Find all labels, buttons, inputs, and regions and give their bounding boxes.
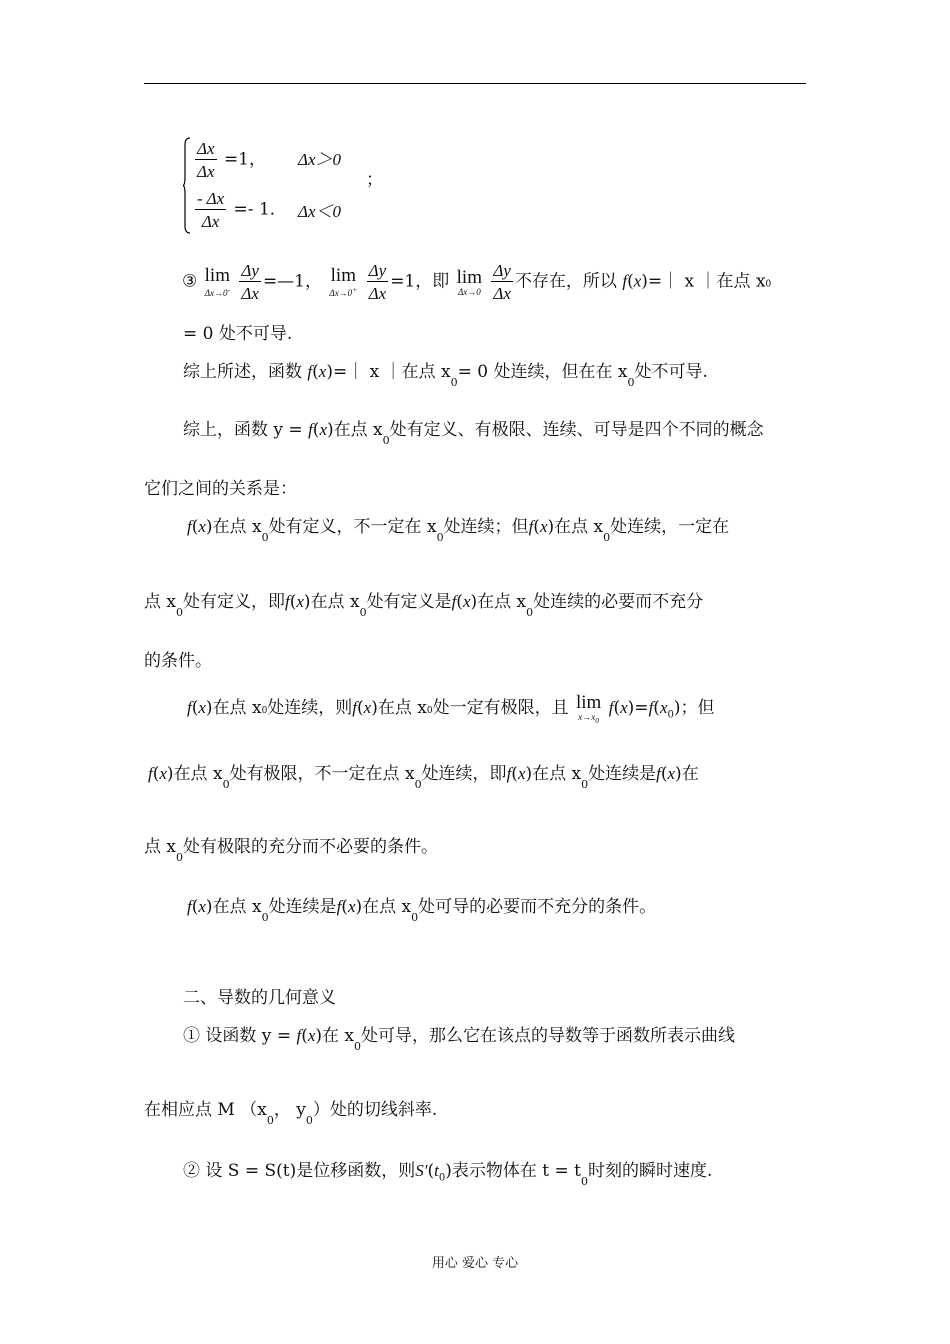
circled-3-marker: ③: [182, 271, 198, 292]
left-brace-icon: [183, 137, 191, 234]
section-heading: 二、导数的几何意义: [183, 988, 336, 1008]
summary-concepts: 综上，函数 y = f(x)在点 $x_0$处有定义、有极限、连续、可导是四个不同的概念: [183, 420, 764, 447]
limit-paragraph: ③ lim Δx→0- $\frac{\Delta y}{\Delta x}$ =—1， lim Δx→0+ $\frac{\Delta y}{\Delta x}$ =1，即 lim Δx→0 $\frac{\Delta y}{\Delta x}$ 不存在，所以 f(x)=｜ x ｜在点 x0: [182, 261, 772, 303]
piecewise-row-2: $\frac{- \Delta x}{\Delta x}$ =- 1．: [197, 189, 287, 231]
relation-definition-line1: f(x)在点 $x_0$处有定义，不一定在 $x_0$处连续；但f(x)在点 $x_0$处连续，一定在: [187, 517, 730, 544]
piecewise-row-1: $\frac{\Delta x}{\Delta x}$ =1，: [197, 139, 266, 181]
piecewise-row1-value: =1，: [223, 149, 266, 170]
relation-limit-line3: 点 $x_0$处有极限的充分而不必要的条件。: [144, 837, 438, 864]
limit-paragraph-line2: = 0 处不可导.: [183, 324, 293, 344]
piecewise-row1-cond: Δx＞0: [298, 150, 342, 169]
summary-continuity: 综上所述，函数 f(x)=｜ x ｜在点 $x_0= 0$ 处连续，但在在 $x_0$处不可导.: [183, 362, 708, 389]
piecewise-semicolon: ；: [366, 170, 383, 190]
summary-concepts-line2: 它们之间的关系是：: [144, 479, 297, 499]
piecewise-row2-cond: Δx＜0: [298, 202, 342, 221]
circled-1-marker: ①: [183, 1026, 200, 1046]
relation-derivative: f(x)在点 $x_0$处连续是f(x)在点 $x_0$处可导的必要而不充分的条件。: [187, 897, 657, 924]
piecewise-row2-value: =- 1．: [233, 199, 287, 220]
geometric-meaning-item1-line2: 在相应点 M （$x_0$， $y_0$）处的切线斜率.: [144, 1100, 438, 1127]
geometric-meaning-item1: ① 设函数 y = f(x)在 $x_0$处可导，那么它在该点的导数等于函数所表示曲线: [183, 1026, 736, 1053]
header-rule: [144, 83, 806, 84]
relation-definition-line2: 点 $x_0$处有定义，即f(x)在点 $x_0$处有定义是f(x)在点 $x_0$处连续的必要而不充分: [144, 592, 704, 619]
circled-2-marker: ②: [183, 1161, 200, 1181]
geometric-meaning-item2: ② 设 S = S(t)是位移函数，则$S'(t_0)$表示物体在 $t = t_0$时刻的瞬时速度.: [183, 1161, 713, 1188]
page-footer: 用心 爱心 专心: [431, 1256, 519, 1271]
relation-limit-line2: f(x)在点 $x_0$处有极限，不一定在点 $x_0$处连续，即f(x)在点 $x_0$处连续是f(x)在: [148, 764, 699, 791]
relation-limit-line1: f(x)在点 x0处连续，则f(x)在点 x0处一定有极限，且 lim $x\to x_0$ $f(x)=f(x_0)$；但: [187, 692, 715, 725]
relation-definition-line3: 的条件。: [144, 651, 212, 671]
